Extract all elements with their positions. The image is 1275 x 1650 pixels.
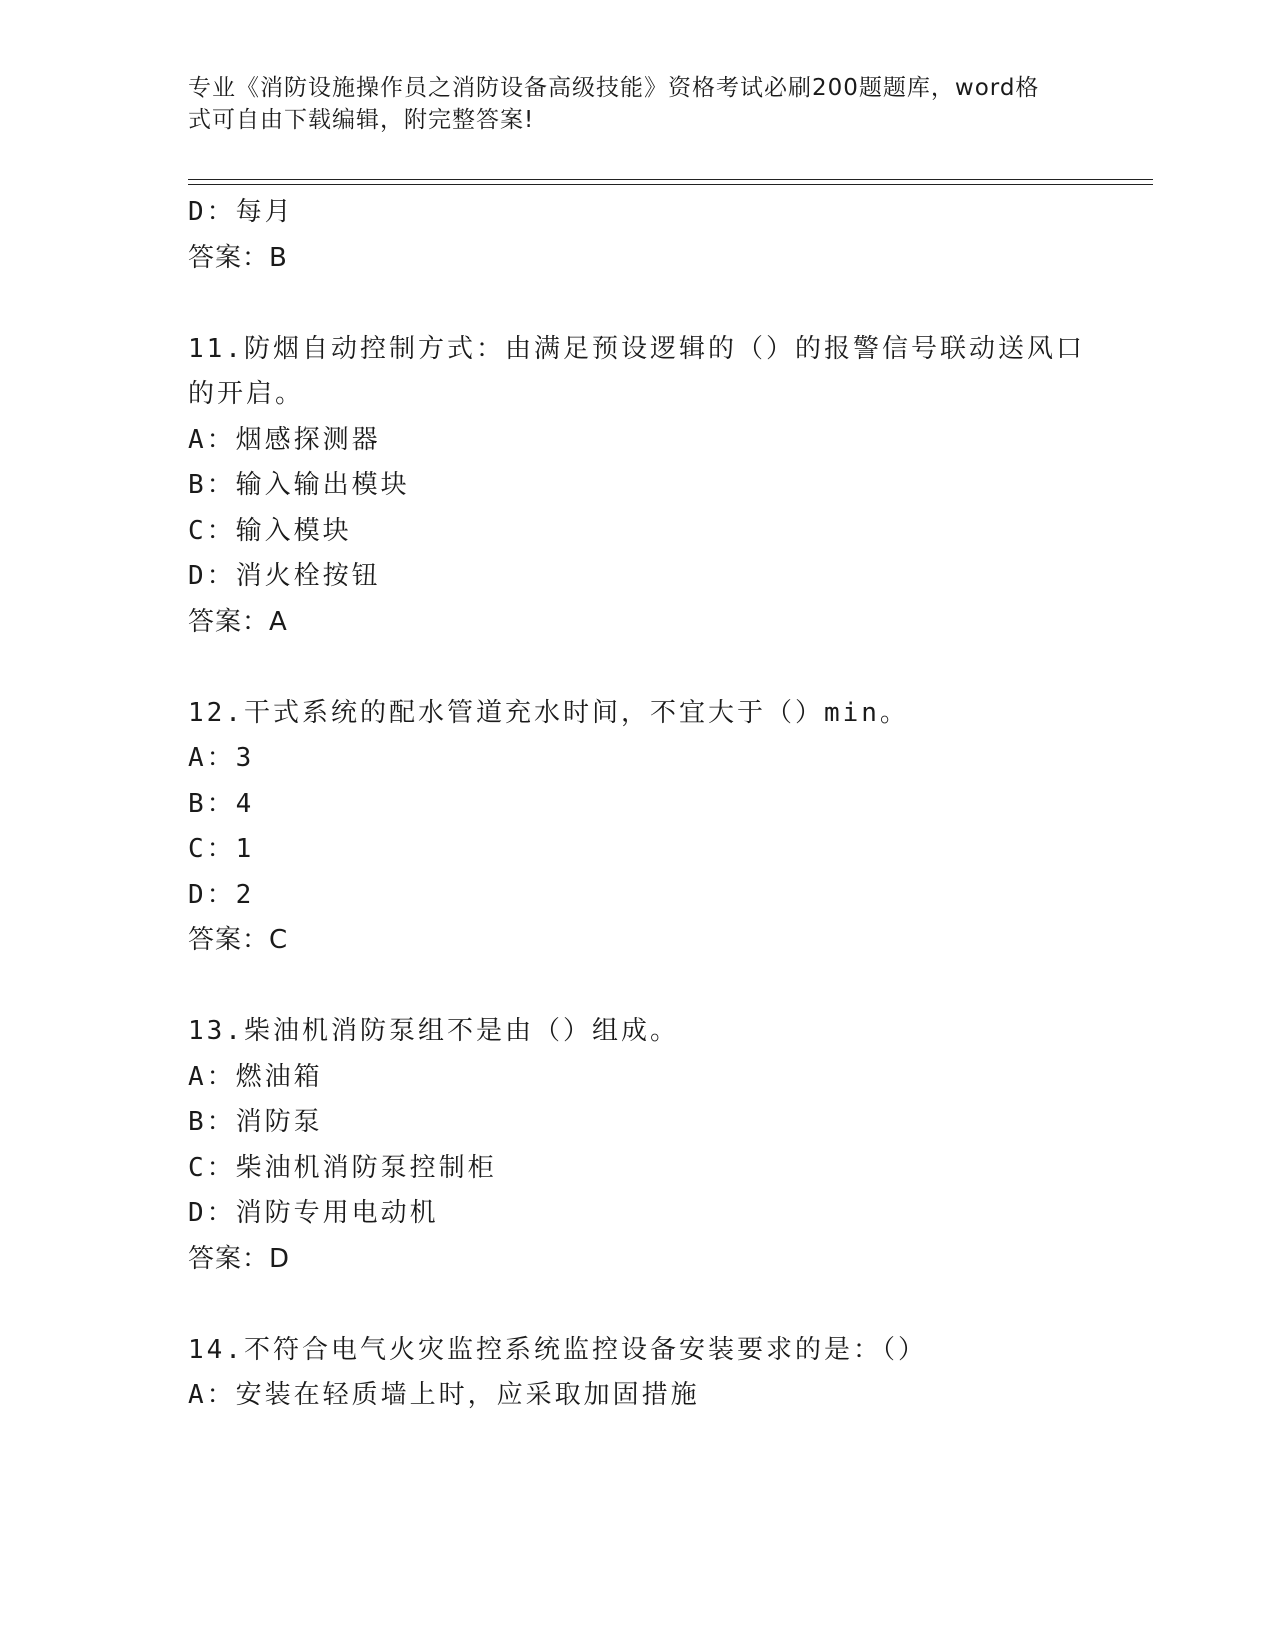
- option-a: A：安装在轻质墙上时，应采取加固措施: [188, 1380, 700, 1410]
- option-b: B：4: [188, 788, 255, 819]
- option-a: A：3: [188, 743, 255, 773]
- option-d: D：2: [188, 879, 255, 910]
- question-stem: 11.防烟自动控制方式：由满足预设逻辑的（）的报警信号联动送风口: [188, 333, 1085, 364]
- option-a: A：烟感探测器: [188, 424, 381, 455]
- prev-answer: 答案：B: [188, 242, 288, 273]
- page-header: [188, 72, 1068, 136]
- header-line-1: 专业《消防设施操作员之消防设备高级技能》资格考试必刷200题题库，word格: [188, 75, 1040, 101]
- prev-option-d: D：每月: [188, 197, 294, 227]
- header-divider-top: [188, 179, 1153, 180]
- spacer: [188, 1282, 1088, 1328]
- option-c: C：输入模块: [188, 515, 352, 546]
- question-14: [188, 1328, 1088, 1419]
- question-11: [188, 327, 1088, 646]
- option-b: B：消防泵: [188, 1107, 323, 1137]
- header-divider-bottom: [188, 184, 1153, 185]
- question-stem-continued: 的开启。: [188, 379, 305, 409]
- question-stem: 14.不符合电气火灾监控系统监控设备安装要求的是：（）: [188, 1334, 927, 1365]
- option-d: D：消火栓按钮: [188, 561, 381, 591]
- question-13: [188, 1009, 1088, 1282]
- answer: 答案：A: [188, 606, 288, 637]
- answer: 答案：C: [188, 925, 289, 955]
- option-c: C：1: [188, 834, 255, 864]
- header-line-2: 式可自由下载编辑，附完整答案!: [188, 107, 535, 133]
- spacer: [188, 964, 1088, 1010]
- option-d: D：消防专用电动机: [188, 1198, 439, 1228]
- question-content: [188, 190, 1088, 1419]
- question-stem: 12.干式系统的配水管道充水时间，不宜大于（）min。: [188, 697, 909, 728]
- spacer: [188, 645, 1088, 691]
- option-a: A：燃油箱: [188, 1061, 323, 1092]
- question-12: [188, 691, 1088, 964]
- answer: 答案：D: [188, 1243, 291, 1274]
- question-stem: 13.柴油机消防泵组不是由（）组成。: [188, 1016, 679, 1046]
- option-c: C：柴油机消防泵控制柜: [188, 1152, 497, 1183]
- option-b: B：输入输出模块: [188, 470, 410, 500]
- spacer: [188, 281, 1088, 327]
